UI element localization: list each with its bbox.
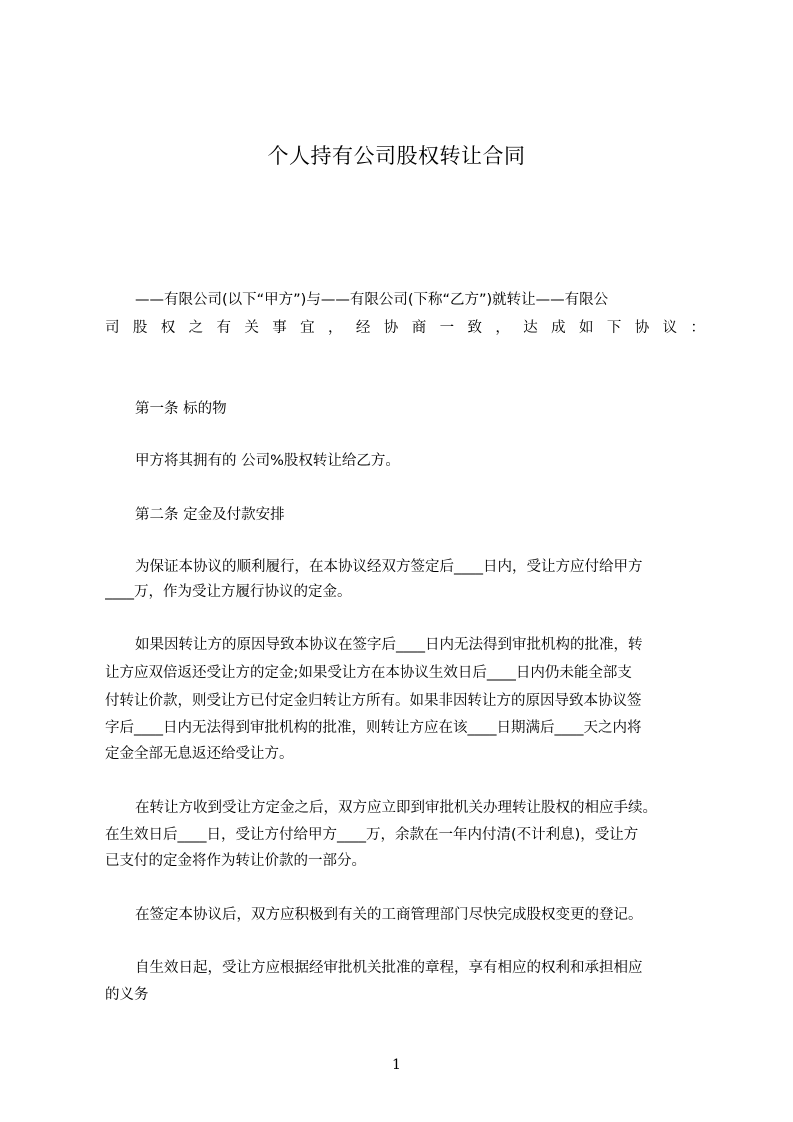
article-2-p2-line-1: 如果因转让方的原因导致本协议在签字后____日内无法得到审批机构的批准，转 [135,637,643,653]
article-2-p4-line-1: 在签定本协议后，双方应积极到有关的工商管理部门尽快完成股权变更的登记。 [135,907,643,923]
article-2-p3-line-1: 在转让方收到受让方定金之后，双方应立即到审批机关办理转让股权的相应手续。 [135,800,657,816]
article-1-heading: 第一条 标的物 [135,401,227,417]
article-2-p1-line-1: 为保证本协议的顺利履行，在本协议经双方签定后____日内，受让方应付给甲方 [135,559,643,575]
article-2-p3-line-3: 已支付的定金将作为转让价款的一部分。 [105,853,366,869]
article-2-heading: 第二条 定金及付款安排 [135,507,285,523]
article-2-p2-line-2: 让方应双倍返还受让方的定金;如果受让方在本协议生效日后____日内仍未能全部支 [105,665,632,681]
article-1-body: 甲方将其拥有的 公司%股权转让给乙方。 [135,453,400,469]
article-2-p5-line-2: 的义务 [105,987,149,1003]
article-2-p3-line-2: 在生效日后____日，受让方付给甲方____万，余款在一年内付清(不计利息)，受让方 [105,827,639,843]
article-2-p2-line-3: 付转让价款，则受让方已付定金归转让方所有。如果非因转让方的原因导致本协议签 [105,693,642,709]
intro-line-2: 司股权之有关事宜，经协商一致，达成如下协议： [105,320,705,336]
page-number: 1 [392,1057,401,1073]
article-2-p1-line-2: ____万，作为受让方履行协议的定金。 [105,584,352,600]
article-2-p2-line-4: 字后____日内无法得到审批机构的批准，则转让方应在该____日期满后____天之内将 [105,720,642,736]
intro-line-1: ——有限公司(以下“甲方”)与——有限公司(下称“乙方”)就转让——有限公 [135,292,609,308]
article-2-p5-line-1: 自生效日起，受让方应根据经审批机关批准的章程，享有相应的权利和承担相应 [135,960,643,976]
document-title: 个人持有公司股权转让合同 [267,144,526,168]
article-2-p2-line-5: 定金全部无息返还给受让方。 [105,746,294,762]
